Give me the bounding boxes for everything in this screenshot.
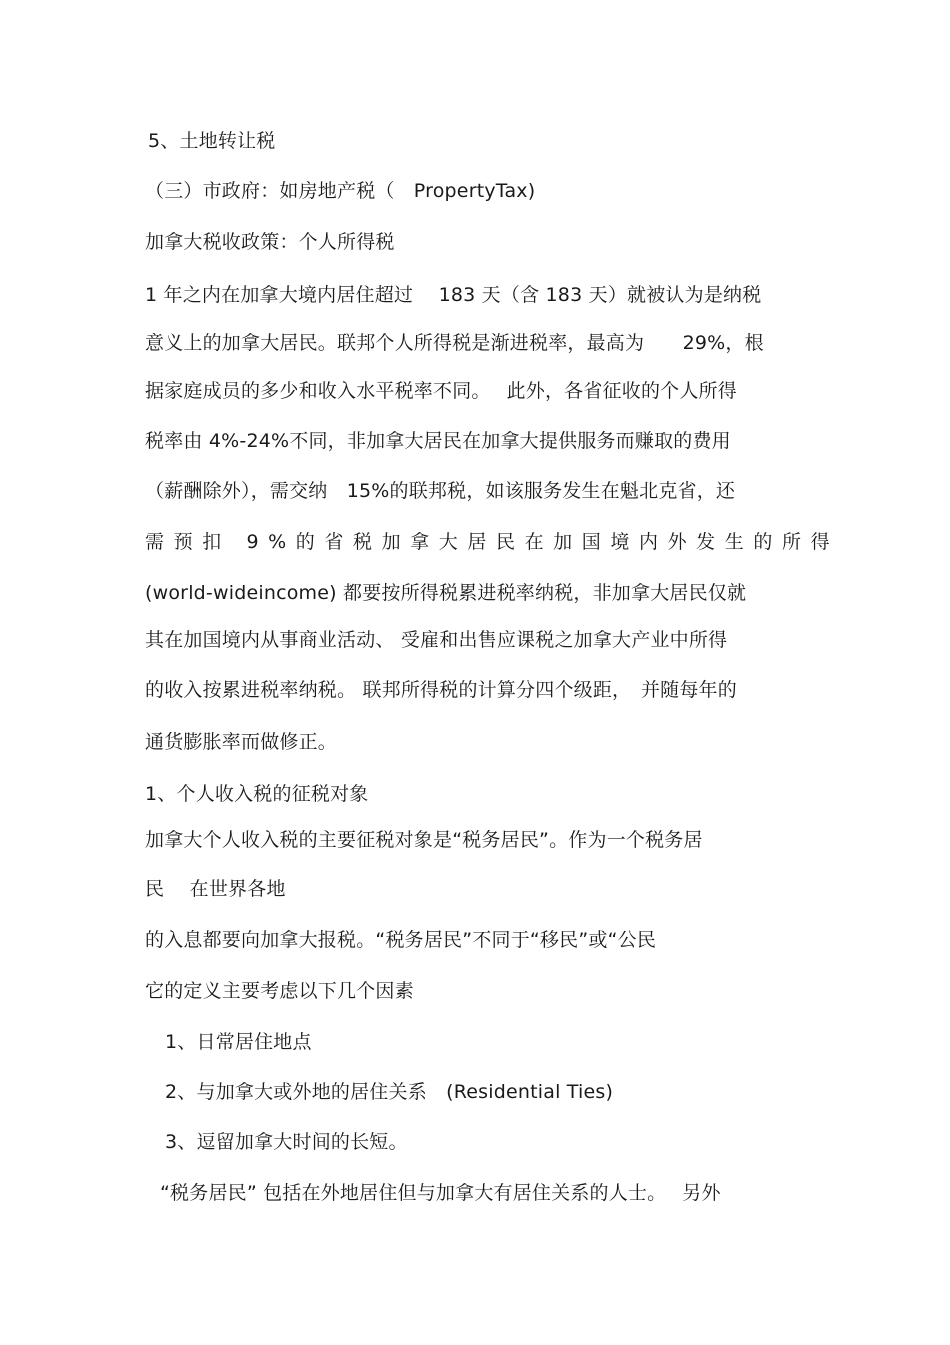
- paragraph-line: 需预扣 9%的省税加拿大居民在加国境内外发生的所得: [145, 531, 840, 553]
- paragraph-line: 意义上的加拿大居民。联邦个人所得税是渐进税率，最高为 29%，根: [145, 332, 764, 354]
- paragraph-line: 加拿大个人收入税的主要征税对象是“税务居民”。作为一个税务居: [145, 829, 703, 851]
- heading-municipal-tax: （三）市政府：如房地产税（ PropertyTax): [145, 180, 536, 202]
- list-item-stay-duration: 3、逗留加拿大时间的长短。: [165, 1131, 408, 1153]
- paragraph-line: “税务居民” 包括在外地居住但与加拿大有居住关系的人士。 另外: [160, 1182, 721, 1204]
- paragraph-line: 1 年之内在加拿大境内居住超过 183 天（含 183 天）就被认为是纳税: [145, 284, 762, 306]
- heading-land-transfer-tax: 5、土地转让税: [148, 130, 276, 152]
- paragraph-line: 税率由 4%-24%不同，非加拿大居民在加拿大提供服务而赚取的费用: [145, 430, 731, 452]
- list-item-residence: 1、日常居住地点: [165, 1031, 312, 1053]
- paragraph-line: 据家庭成员的多少和收入水平税率不同。 此外，各省征收的个人所得: [145, 380, 737, 402]
- list-item-residential-ties: 2、与加拿大或外地的居住关系 (Residential Ties): [165, 1081, 614, 1103]
- heading-income-tax-policy: 加拿大税收政策：个人所得税: [145, 231, 395, 253]
- paragraph-line: (world-wideincome) 都要按所得税累进税率纳税，非加拿大居民仅就: [145, 582, 747, 604]
- paragraph-line: 的入息都要向加拿大报税。“税务居民”不同于“移民”或“公民: [145, 929, 657, 951]
- section-heading-tax-object: 1、个人收入税的征税对象: [145, 783, 369, 805]
- paragraph-line: 通货膨胀率而做修正。: [145, 731, 338, 753]
- paragraph-line: 的收入按累进税率纳税。 联邦所得税的计算分四个级距， 并随每年的: [145, 679, 737, 701]
- paragraph-line: 它的定义主要考虑以下几个因素: [145, 980, 414, 1002]
- paragraph-line: （薪酬除外），需交纳 15%的联邦税，如该服务发生在魁北克省，还: [145, 480, 736, 502]
- paragraph-line: 其在加国境内从事商业活动、 受雇和出售应课税之加拿大产业中所得: [145, 629, 728, 651]
- paragraph-line: 民 在世界各地: [145, 878, 286, 900]
